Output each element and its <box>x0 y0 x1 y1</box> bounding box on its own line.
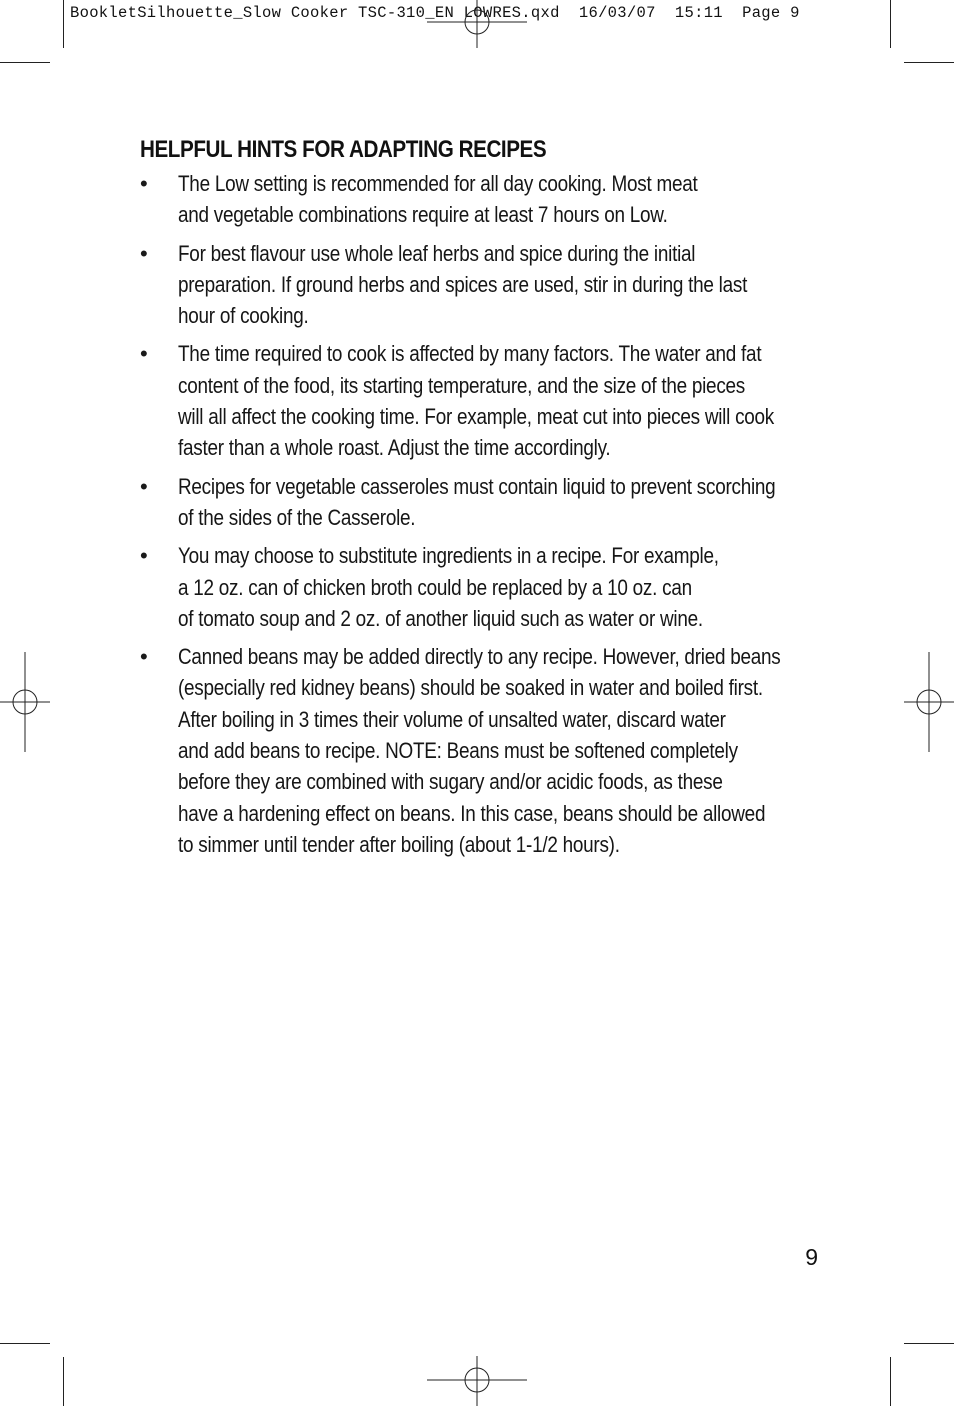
section-heading: HELPFUL HINTS FOR ADAPTING RECIPES <box>140 136 547 163</box>
bullet-icon: • <box>140 341 148 367</box>
bullet-icon: • <box>140 543 148 569</box>
hint-text: You may choose to substitute ingredients in a recipe. For example, a 12 oz. can of chicken broth could be replaced by a 10 oz. can of tomato soup and 2 oz. of another liquid such as water or wine. <box>178 543 719 631</box>
registration-mark-bottom <box>427 1356 527 1406</box>
hint-text: The Low setting is recommended for all day cooking. Most meat and vegetable combinations require at least 7 hours on Low. <box>178 171 698 228</box>
page-content <box>140 136 830 867</box>
registration-mark-top <box>427 0 527 48</box>
bullet-icon: • <box>140 473 148 499</box>
list-item <box>140 471 830 534</box>
crop-mark-bottom-left-vertical <box>63 1357 64 1406</box>
crop-mark-top-right-horizontal <box>904 62 954 63</box>
crop-mark-top-left-horizontal <box>0 62 50 63</box>
list-item <box>140 168 830 231</box>
crop-mark-top-left-vertical <box>63 0 64 48</box>
list-item <box>140 641 830 860</box>
printer-slug-line: BookletSilhouette_Slow Cooker TSC-310_EN LOWRES.qxd 16/03/07 15:11 Page 9 <box>70 4 800 22</box>
list-item <box>140 338 830 463</box>
hint-text: The time required to cook is affected by many factors. The water and fat content of the food, its starting temperature, and the size of the pieces will all affect the cooking time. For example, meat cut into pieces will cook faster than a whole roast. Adjust the time accordingly. <box>178 341 775 461</box>
list-item <box>140 540 830 634</box>
crop-mark-top-right-vertical <box>890 0 891 48</box>
bullet-icon: • <box>140 644 148 670</box>
list-item <box>140 238 830 332</box>
hint-text: Recipes for vegetable casseroles must contain liquid to prevent scorching of the sides of the Casserole. <box>178 473 776 530</box>
crop-mark-bottom-right-vertical <box>890 1357 891 1406</box>
bullet-icon: • <box>140 240 148 266</box>
registration-mark-left <box>0 652 50 752</box>
bullet-icon: • <box>140 171 148 196</box>
hint-text: Canned beans may be added directly to any recipe. However, dried beans (especially red kidney beans) should be soaked in water and boiled first. After boiling in 3 times their volume of unsalted water, discard water and add beans to recipe. NOTE: Beans must be softened completely before they are combined with sugary and/or acidic foods, as these have a hardening effect on beans. In this case, beans should be allowed to simmer until tender after boiling (about 1-1/2 hours). <box>178 644 781 857</box>
crop-mark-bottom-right-horizontal <box>904 1343 954 1344</box>
hint-text: For best flavour use whole leaf herbs and spice during the initial preparation. If ground herbs and spices are used, stir in during the last hour of cooking. <box>178 240 748 329</box>
crop-mark-bottom-left-horizontal <box>0 1343 50 1344</box>
hints-list <box>140 168 830 860</box>
page-number: 9 <box>805 1244 818 1270</box>
registration-mark-right <box>904 652 954 752</box>
